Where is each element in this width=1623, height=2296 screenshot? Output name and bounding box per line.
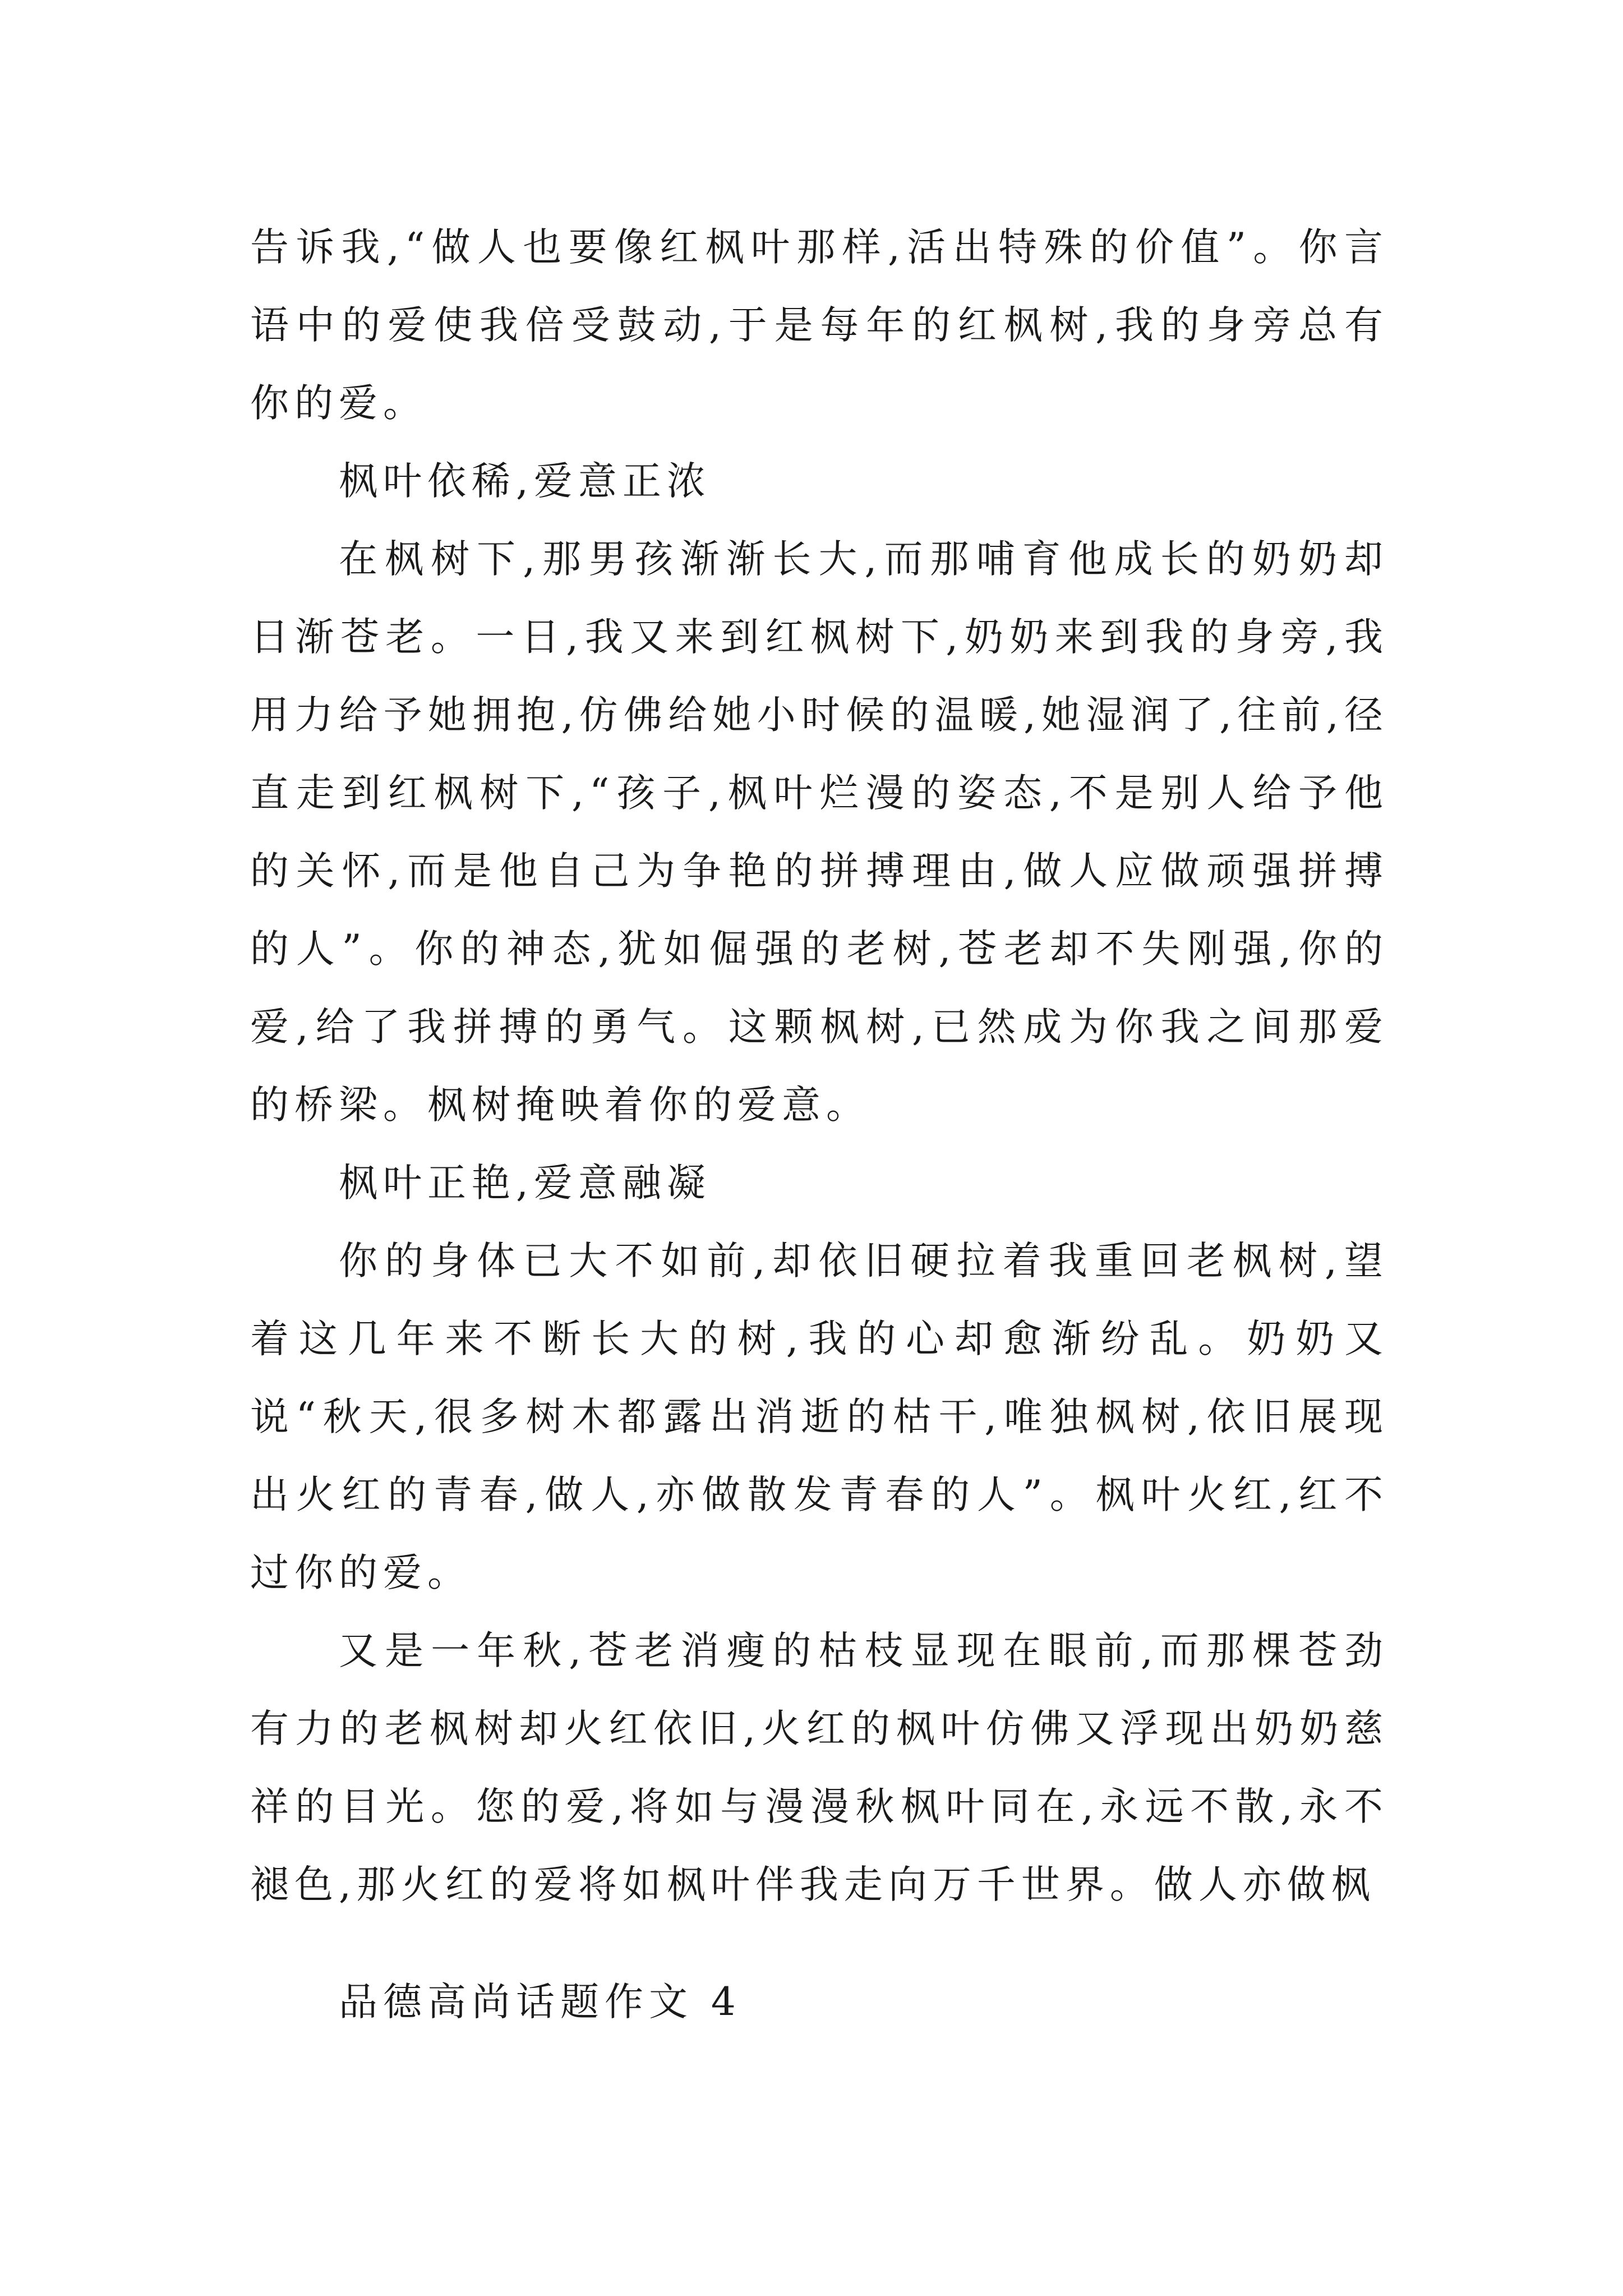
- section-heading: 枫叶正艳,爱意融凝: [339, 1161, 711, 1205]
- section-heading: 枫叶依稀,爱意正浓: [339, 459, 711, 504]
- spacer: [250, 1924, 1389, 1963]
- next-essay-title: 品德高尚话题作文 4: [339, 1980, 741, 2024]
- document-body: [250, 209, 1389, 2041]
- body-paragraph: 告诉我,“做人也要像红枫叶那样,活出特殊的价值”。你言语中的爱使我倍受鼓动,于是每年的红枫树,我的身旁总有你的爱。: [250, 225, 1389, 426]
- body-paragraph: 你的身体已大不如前,却依旧硬拉着我重回老枫树,望着这几年来不断长大的树,我的心却愈渐纷乱。奶奶又说“秋天,很多树木都露出消逝的枯干,唯独枫树,依旧展现出火红的青春,做人,亦做散发青春的人”。枫叶火红,红不过你的爱。: [250, 1239, 1389, 1595]
- body-paragraph: 又是一年秋,苍老消瘦的枯枝显现在眼前,而那棵苍劲有力的老枫树却火红依旧,火红的枫叶仿佛又浮现出奶奶慈祥的目光。您的爱,将如与漫漫秋枫叶同在,永远不散,永不褪色,那火红的爱将如枫叶伴我走向万千世界。做人亦做枫: [250, 1628, 1389, 1907]
- body-paragraph: 在枫树下,那男孩渐渐长大,而那哺育他成长的奶奶却日渐苍老。一日,我又来到红枫树下,奶奶来到我的身旁,我用力给予她拥抱,仿佛给她小时候的温暖,她湿润了,往前,径直走到红枫树下,“孩子,枫叶烂漫的姿态,不是别人给予他的关怀,而是他自己为争艳的拼搏理由,做人应做顽强拼搏的人”。你的神态,犹如倔强的老树,苍老却不失刚强,你的爱,给了我拼搏的勇气。这颗枫树,已然成为你我之间那爱的桥梁。枫树掩映着你的爱意。: [250, 537, 1389, 1128]
